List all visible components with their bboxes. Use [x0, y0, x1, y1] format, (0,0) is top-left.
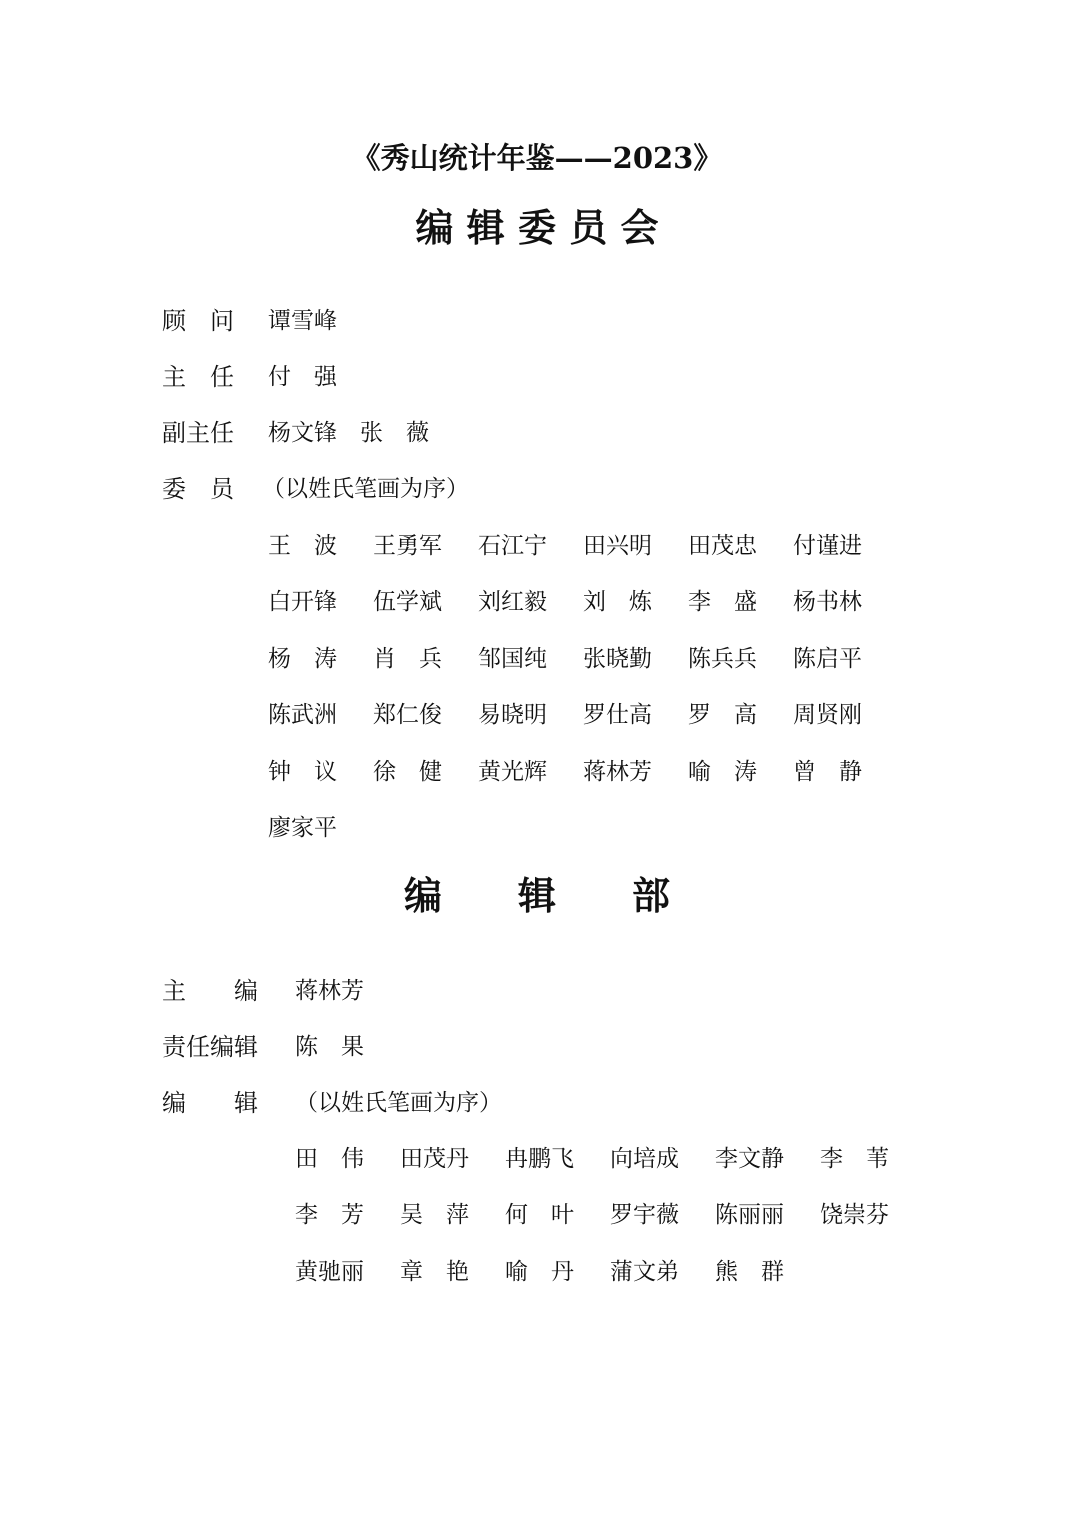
member-name: 向培成	[610, 1146, 679, 1172]
member-name: 饶崇芬	[820, 1202, 889, 1229]
committee-value-advisor: 谭雪峰	[268, 308, 337, 334]
member-name: 章 艳	[400, 1258, 469, 1285]
member-name: 吴 萍	[400, 1202, 469, 1229]
member-name: 廖家平	[268, 815, 337, 841]
member-name: 刘红毅	[478, 589, 547, 616]
member-name: 喻 丹	[505, 1258, 574, 1285]
member-name: 钟 议	[268, 758, 337, 785]
committee-label-deputy-director: 副主任	[162, 419, 234, 447]
committee-value-director: 付 强	[268, 364, 337, 390]
editorial-dept-title: 编 辑 部	[403, 873, 670, 918]
member-name: 田茂丹	[400, 1146, 469, 1172]
editorial-label-chief-editor: 主 编	[162, 977, 258, 1005]
member-name: 陈启平	[793, 645, 862, 672]
member-name: 李 芳	[295, 1202, 364, 1229]
member-name: 熊 群	[715, 1258, 784, 1285]
member-name: 陈兵兵	[688, 645, 757, 672]
editorial-value-responsible-editor: 陈 果	[295, 1034, 364, 1060]
member-name: 周贤刚	[793, 702, 862, 729]
member-name: 易晓明	[478, 702, 547, 729]
member-name: 田兴明	[583, 533, 652, 559]
member-name: 张晓勤	[583, 645, 652, 672]
member-name: 邹国纯	[478, 645, 547, 672]
member-name: 黄光辉	[478, 758, 547, 785]
member-name: 何 叶	[505, 1202, 574, 1229]
member-name: 徐 健	[373, 758, 442, 785]
committee-title: 编 辑 委 员 会	[415, 205, 659, 250]
member-name: 罗 高	[688, 702, 757, 729]
member-name: 伍学斌	[373, 589, 442, 616]
member-name: 罗宇薇	[610, 1202, 679, 1229]
editorial-label-editors: 编 辑	[162, 1089, 258, 1117]
member-name: 王勇军	[373, 533, 442, 559]
editorial-value-chief-editor: 蒋林芳	[295, 978, 364, 1004]
committee-value-deputy-director: 杨文锋 张 薇	[268, 420, 429, 446]
member-name: 陈丽丽	[715, 1202, 784, 1229]
member-name: 黄驰丽	[295, 1258, 364, 1285]
member-name: 喻 涛	[688, 758, 757, 785]
member-name: 肖 兵	[373, 645, 442, 672]
member-name: 李 盛	[688, 589, 757, 616]
member-name: 王 波	[268, 533, 337, 559]
member-name: 田茂忠	[688, 533, 757, 559]
book-title: 《秀山统计年鉴——2023》	[351, 141, 723, 175]
member-name: 刘 炼	[583, 589, 652, 616]
member-name: 白开锋	[268, 589, 337, 616]
committee-label-members: 委 员	[162, 475, 234, 503]
member-name: 田 伟	[295, 1146, 364, 1172]
member-name: 蒋林芳	[583, 758, 652, 785]
committee-label-advisor: 顾 问	[162, 307, 234, 335]
editorial-editors-note: （以姓氏笔画为序）	[295, 1090, 502, 1116]
member-name: 冉鹏飞	[505, 1146, 574, 1172]
member-name: 郑仁俊	[373, 702, 442, 729]
member-name: 陈武洲	[268, 702, 337, 729]
member-name: 杨书林	[793, 589, 862, 616]
editorial-label-responsible-editor: 责任编辑	[162, 1033, 258, 1061]
member-name: 石江宁	[478, 533, 547, 559]
member-name: 罗仕高	[583, 702, 652, 729]
member-name: 李 苇	[820, 1146, 889, 1172]
member-name: 李文静	[715, 1146, 784, 1172]
member-name: 付谨进	[793, 533, 862, 559]
member-name: 蒲文弟	[610, 1258, 679, 1285]
member-name: 曾 静	[793, 758, 862, 785]
member-name: 杨 涛	[268, 645, 337, 672]
committee-members-note: （以姓氏笔画为序）	[262, 476, 469, 502]
committee-label-director: 主 任	[162, 363, 234, 391]
